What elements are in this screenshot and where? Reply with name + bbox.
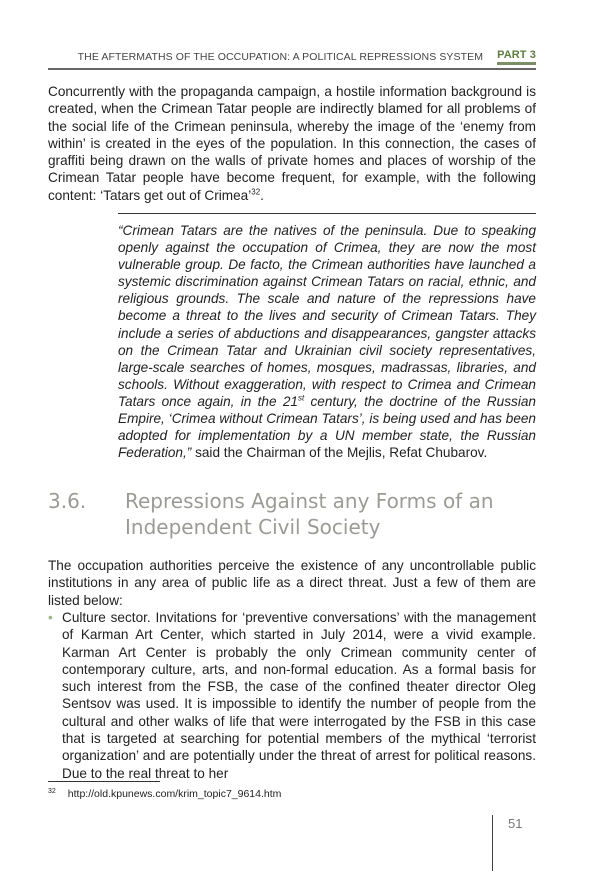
bullet-list xyxy=(48,609,536,782)
quote-text-end: century, the doctrine of the Russian Empire, ‘Crimea without Crimean Tatars’, is being used and has been adopted for implementation by a UN member state, the Russian Federation,” xyxy=(118,393,536,461)
section-title: Repressions Against any Forms of an Independent Civil Society xyxy=(125,489,494,539)
footnote-link[interactable]: http://old.kpunews.com/krim_topic7_9614.htm xyxy=(67,788,282,800)
page-number: 51 xyxy=(508,816,523,831)
footnote-number: 32 xyxy=(48,787,56,795)
running-header xyxy=(48,48,536,66)
quote-attribution: said the Chairman of the Mejlis, Refat Chubarov. xyxy=(191,445,488,461)
section-heading xyxy=(48,488,525,540)
quote-divider xyxy=(118,213,536,214)
running-title: THE AFTERMATHS OF THE OCCUPATION: A POLITICAL REPRESSIONS SYSTEM xyxy=(77,51,484,63)
footnote xyxy=(48,788,281,800)
footnote-ref[interactable]: 32 xyxy=(251,187,261,197)
header-divider xyxy=(48,68,536,70)
page-number-divider xyxy=(492,815,493,871)
ordinal-suffix: st xyxy=(297,393,305,403)
blockquote xyxy=(118,222,536,461)
bullet-icon: • xyxy=(48,610,53,625)
section-number: 3.6. xyxy=(48,489,87,513)
part-label: PART 3 xyxy=(497,49,536,65)
paragraph-body: The occupation authorities perceive the existence of any uncontrollable public institutions in any area of public life as a direct threat. Just a few of them are listed below: xyxy=(48,558,536,608)
quote-text: “Crimean Tatars are the natives of the peninsula. Due to speaking openly against the occupation of Crimea, they are now the most vulnerable group. De facto, the Crimean authorities have launched a systemic discrimination against Crimean Tatars on racial, ethnic, and religious grounds. The scale and nature of the repressions have become a threat to the lives and security of Crimean Tatars. They include a series of abductions and disappearances, gangster attacks on the Crimean Tatar and Ukrainian civil society representatives, large-scale searches of homes, mosques, madrassas, libraries, and schools. Without exaggeration, with respect to Crimea and Crimean Tatars once again, in the 21 xyxy=(118,223,536,409)
paragraph-text: Concurrently with the propaganda campaign, a hostile information background is created, when the Crimean Tatar people are indirectly blamed for all problems of the social life of the Crimean peninsula, whereby the image of the ‘enemy from within’ is created in the eyes of the population. In this connection, the cases of graffiti being drawn on the walls of private homes and places of worship of the Crimean Tatar people have become frequent, for example, with the following content: ‘Tatars get out of Crimea’ xyxy=(48,84,536,203)
paragraph-end: . xyxy=(260,187,264,203)
footnote-divider xyxy=(48,781,160,782)
list-item xyxy=(48,609,536,782)
paragraph-intro xyxy=(48,83,536,204)
list-item-text: Culture sector. Invitations for ‘preventive conversations’ with the management of Karman Art Center, which started in July 2014, were a vivid example. Karman Art Center is probably the only Crimean community center of contemporary culture, arts, and non-formal education. As a formal basis for such interest from the FSB, the case of the confined theater director Oleg Sentsov was used. It is impossible to identify the number of people from the cultural and other walks of life that were interrogated by the FSB in this case that is targeted at searching for potential members of the mythical ‘terrorist organization’ and are potentially under the threat of arrest for political reasons. Due to the real threat to her xyxy=(62,610,536,781)
